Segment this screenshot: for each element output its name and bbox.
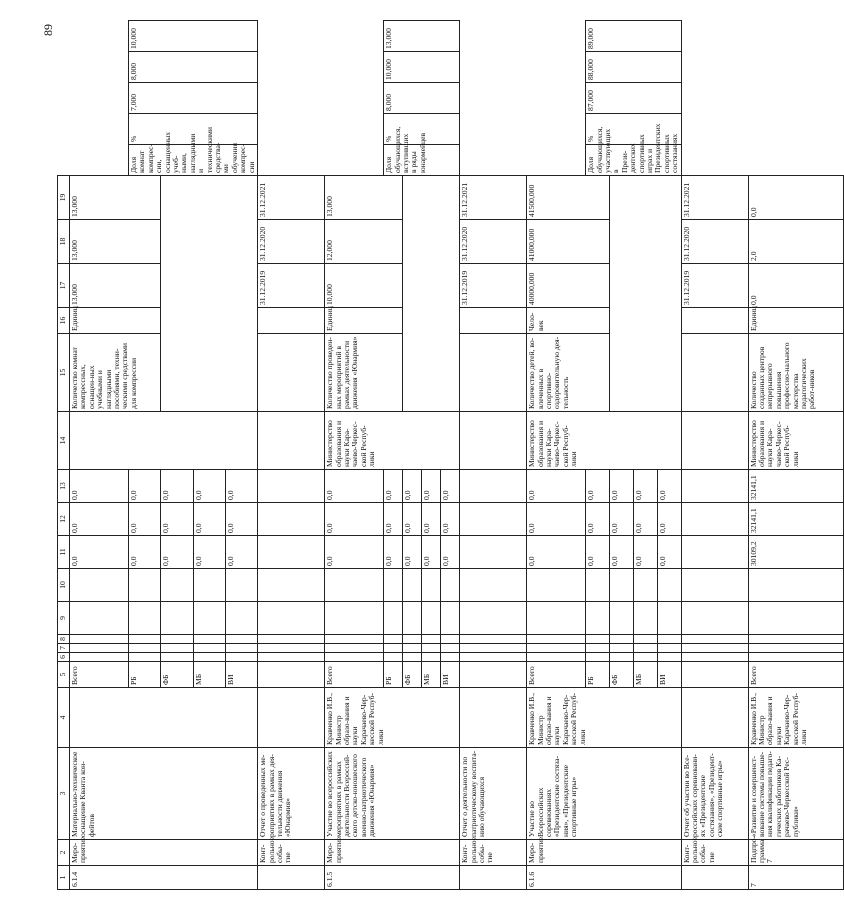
value-col-11: 30109,2 [748,536,843,569]
value-col-13: 0,0 [129,470,161,503]
value-col-12: 0,0 [193,503,225,536]
indicator-name: Количество проведен-ных мероприятий в рамках деятельности движения «Юнармия» [325,334,403,412]
empty-cell [129,635,161,644]
funding-source: Всего [325,662,384,688]
value-col-13: 0,0 [441,470,460,503]
empty-cell [441,602,460,635]
row-number [460,866,527,890]
row-number: 6.1.6 [527,866,681,890]
indicator-2020: 10,000 [384,52,460,83]
value-col-11: 0,0 [422,536,441,569]
empty-cell [70,644,129,653]
indicator-2021: 0,0 [748,176,843,220]
value-col-12: 0,0 [325,503,384,536]
empty-cell [225,653,257,662]
indicator-unit: Чело-век [527,308,610,334]
empty-cell [161,635,193,644]
empty-cell [460,412,527,470]
empty-cell [161,602,193,635]
empty-cell [657,644,681,653]
executor: Министерство образования и науки Кара-чаево-Черкес-ской Респуб-лики [748,412,843,470]
table-row [258,21,325,890]
date-2020: 31.12.2020 [681,220,748,264]
value-col-13: 0,0 [325,470,384,503]
empty-cell [193,644,225,653]
responsible-person: Кравченко И.В., Министр образо-вания и науки Карачаево-Чер-кесской Респуб-лики [527,688,681,748]
empty-cell [633,644,657,653]
value-col-12: 0,0 [384,503,403,536]
row-number: 7 [748,866,843,890]
table-row [527,21,586,890]
empty-cell [441,653,460,662]
date-2021: 31.12.2021 [681,176,748,220]
value-col-11: 0,0 [657,536,681,569]
empty-cell [748,644,843,653]
funding-source: МБ [422,662,441,688]
column-number: 14 [58,412,70,470]
funding-source: ФБ [609,662,633,688]
empty-cell [460,308,527,334]
value-col-11: 0,0 [70,536,129,569]
empty-cell [403,653,422,662]
empty-cell [193,653,225,662]
indicator-2021: 10,000 [129,21,258,52]
row-name: Отчет об участии во Все-российских соревновани-ях «Президентские состязания», «Президент-ские спортивные игры» [681,748,748,840]
empty-cell [748,569,843,602]
column-number: 12 [58,503,70,536]
empty-cell [403,635,422,644]
empty-cell [681,536,748,569]
value-col-12: 0,0 [129,503,161,536]
empty-cell [633,602,657,635]
row-number [258,866,325,890]
empty-cell [70,653,129,662]
value-col-13: 0,0 [657,470,681,503]
column-number: 1 [58,866,70,890]
indicator-2021: 13,000 [325,176,403,220]
empty-cell [633,653,657,662]
value-col-13: 0,0 [70,470,129,503]
value-col-12: 0,0 [225,503,257,536]
empty-cell [527,653,586,662]
row-name: Участие во Всероссийских соревнованиях «Президентские состяза-ния», «Президентские спортивные игры» [527,748,681,840]
empty-cell [460,644,527,653]
empty-cell [258,644,325,653]
empty-cell [325,635,384,644]
empty-cell [422,635,441,644]
column-number: 16 [58,308,70,334]
empty-cell [129,644,161,653]
value-col-11: 0,0 [403,536,422,569]
value-col-13: 0,0 [384,470,403,503]
column-number: 10 [58,569,70,602]
empty-cell [681,412,748,470]
indicator-2021: 13,000 [70,176,161,220]
value-col-11: 0,0 [384,536,403,569]
value-col-13: 0,0 [161,470,193,503]
empty-cell [681,470,748,503]
value-col-11: 0,0 [609,536,633,569]
empty-cell [633,635,657,644]
empty-cell [527,569,586,602]
empty-cell [70,602,129,635]
empty-cell [681,644,748,653]
indicator-2021: 41500,000 [527,176,610,220]
indicator-2019: 8,000 [384,83,460,114]
empty-cell [422,644,441,653]
empty-cell [384,644,403,653]
empty-cell [422,569,441,602]
empty-cell [681,503,748,536]
executor [70,412,258,470]
column-number: 11 [58,536,70,569]
value-col-12: 0,0 [403,503,422,536]
empty-cell [129,653,161,662]
empty-cell [258,470,325,503]
column-number: 15 [58,334,70,412]
row-type: Меро-приятие [527,840,681,866]
date-2021: 31.12.2021 [258,176,325,220]
empty-cell [403,644,422,653]
funding-source: ФБ [161,662,193,688]
empty-cell [586,602,610,635]
date-2021: 31.12.2021 [460,176,527,220]
row-type: Меро-приятие [70,840,258,866]
funding-source: РБ [129,662,161,688]
empty-cell [258,688,325,748]
empty-cell [193,569,225,602]
responsible-person [70,688,258,748]
indicator-name: Количество созданных центров непрерывного повышения профессио-нального мастерства педагогических работ-ников [748,334,843,412]
date-2020: 31.12.2020 [258,220,325,264]
value-col-13: 0,0 [527,470,586,503]
value-col-12: 0,0 [633,503,657,536]
empty-cell [460,334,527,412]
value-col-11: 0,0 [129,536,161,569]
empty-cell [403,569,422,602]
column-number: 3 [58,748,70,840]
empty-cell [193,635,225,644]
date-2019: 31.12.2019 [460,264,527,308]
value-col-11: 0,0 [225,536,257,569]
row-number: 6.1.4 [70,866,258,890]
indicator-2020: 88,000 [586,52,681,83]
empty-cell [609,569,633,602]
indicator-2020: 41000,000 [527,220,610,264]
empty-cell [460,536,527,569]
responsible-person: Кравченко И.В., Министр образо-вания и науки Карачаево-Чер-кесской Респуб-лики [325,688,460,748]
funding-source: МБ [633,662,657,688]
table-row [70,21,129,890]
responsible-person: Кравченко И.В., Министр образо-вания и науки Карачаево-Чер-кесской Респуб-лики [748,688,843,748]
value-col-13: 0,0 [403,470,422,503]
empty-cell [609,602,633,635]
row-name: «Развитие и совершенст-вование системы повыше-ния квалификации педаго-гических работников Ка-рачаево-Черкесской Рес-публики» [748,748,843,840]
column-number: 8 [58,635,70,644]
indicator-unit: % [384,114,460,145]
empty-cell [325,644,384,653]
empty-cell [460,602,527,635]
funding-source: ФБ [403,662,422,688]
empty-cell [460,503,527,536]
empty-cell [384,635,403,644]
empty-cell [748,653,843,662]
empty-cell [586,635,610,644]
rotated-table-sheet [41,20,817,890]
empty-cell [586,653,610,662]
empty-cell [527,635,586,644]
value-col-11: 0,0 [441,536,460,569]
column-number: 9 [58,602,70,635]
column-number: 13 [58,470,70,503]
table-row [748,21,843,890]
empty-cell [225,602,257,635]
empty-cell [460,653,527,662]
indicator-unit: Единиц [70,308,161,334]
empty-cell [258,503,325,536]
value-col-13: 0,0 [225,470,257,503]
empty-cell [657,635,681,644]
empty-cell [258,569,325,602]
indicator-2019: 40000,000 [527,264,610,308]
executor: Министерство образования и науки Кара-чаево-Черкес-ской Респуб-лики [527,412,681,470]
empty-cell [70,569,129,602]
empty-cell [70,635,129,644]
empty-cell [258,536,325,569]
empty-cell [258,635,325,644]
indicator-2021: 13,000 [384,21,460,52]
column-number: 17 [58,264,70,308]
funding-source: ВИ [225,662,257,688]
value-col-12: 0,0 [70,503,129,536]
empty-cell [422,602,441,635]
empty-cell [161,644,193,653]
date-2019: 31.12.2019 [258,264,325,308]
indicator-2020: 13,000 [70,220,161,264]
empty-cell [681,569,748,602]
funding-source: МБ [193,662,225,688]
empty-cell [258,334,325,412]
indicator-2020: 12,000 [325,220,403,264]
date-2020: 31.12.2020 [460,220,527,264]
empty-cell [384,602,403,635]
table-row [681,21,748,890]
empty-cell [681,308,748,334]
value-col-12: 0,0 [422,503,441,536]
executor: Министерство образования и науки Кара-чаево-Черкес-ской Респуб-лики [325,412,460,470]
indicator-name: Доля обучающихся, участвующих в Прези-дентских спортивных играх и Президентских спортивных состязаниях [586,145,681,176]
funding-source: Всего [527,662,586,688]
empty-cell [225,635,257,644]
value-col-12: 0,0 [586,503,610,536]
column-number: 2 [58,840,70,866]
empty-cell [441,635,460,644]
empty-cell [258,308,325,334]
row-name: Отчет о деятельности по патриотическому воспита-нию обучающихся [460,748,527,840]
funding-source: РБ [384,662,403,688]
column-number-row [58,21,70,890]
indicator-2019: 13,000 [70,264,161,308]
row-name: Участие во всероссийских мероприятиях в рамках деятельности Всероссий-ского детско-юношеского военно-патриотического движения «Юнармия» [325,748,460,840]
empty-cell [460,688,527,748]
empty-cell [384,569,403,602]
value-col-12: 0,0 [441,503,460,536]
empty-cell [681,334,748,412]
value-col-11: 0,0 [193,536,225,569]
value-col-11: 0,0 [586,536,610,569]
empty-cell [325,602,384,635]
row-type: Меро-приятие [325,840,460,866]
empty-cell [460,635,527,644]
empty-cell [422,653,441,662]
empty-cell [384,653,403,662]
row-type: Конт-рольное собы-тие [681,840,748,866]
empty-cell [258,602,325,635]
funding-source: Всего [748,662,843,688]
value-col-13: 0,0 [422,470,441,503]
row-number: 6.1.5 [325,866,460,890]
value-col-13: 32141,1 [748,470,843,503]
column-number: 18 [58,220,70,264]
indicator-name: Доля обучающихся, вступивших в ряды юнармейцев [384,145,460,176]
empty-cell [748,602,843,635]
empty-cell [609,635,633,644]
empty-cell [633,569,657,602]
column-number: 4 [58,688,70,748]
empty-cell [657,653,681,662]
empty-cell [441,569,460,602]
value-col-11: 0,0 [161,536,193,569]
empty-cell [586,644,610,653]
table-row [460,21,527,890]
empty-cell [460,569,527,602]
indicator-2021: 89,000 [586,21,681,52]
empty-cell [161,569,193,602]
row-type: Конт-рольное собы-тие [258,840,325,866]
indicator-2019: 87,000 [586,83,681,114]
row-type: Конт-рольное собы-тие [460,840,527,866]
value-col-13: 0,0 [609,470,633,503]
column-number: 6 [58,653,70,662]
empty-cell [258,653,325,662]
column-number: 19 [58,176,70,220]
date-2019: 31.12.2019 [681,264,748,308]
value-col-12: 32141,1 [748,503,843,536]
empty-cell [609,653,633,662]
value-col-11: 0,0 [527,536,586,569]
empty-cell [609,644,633,653]
column-number: 5 [58,662,70,688]
value-col-13: 0,0 [586,470,610,503]
row-name: Материально-техническое оснащение Кванта кон-фейтов [70,748,258,840]
empty-cell [460,470,527,503]
empty-cell [527,644,586,653]
table-row [325,21,384,890]
indicator-name: Доля комнат компрес-сии, оснащенных учеб-ными, наглядными и техническими средства-ми обучения компрес-сии [129,145,258,176]
empty-cell [681,662,748,688]
empty-cell [225,569,257,602]
empty-cell [129,569,161,602]
indicator-2020: 2,0 [748,220,843,264]
empty-cell [681,653,748,662]
empty-cell [681,602,748,635]
empty-cell [193,602,225,635]
empty-cell [441,644,460,653]
row-name: Отчет о проведенных ме-роприятиях в рамках дея-тельности движения «Юнармия» [258,748,325,840]
empty-cell [460,662,527,688]
empty-cell [325,569,384,602]
value-col-12: 0,0 [609,503,633,536]
indicator-name: Количество комнат компрессных, оснащен-ных учебными и наглядными пособиями, техни-ческими средствами для компрессии [70,334,161,412]
funding-source: ВИ [657,662,681,688]
value-col-13: 0,0 [633,470,657,503]
empty-cell [527,602,586,635]
empty-cell [325,653,384,662]
indicator-name: Количество детей, во-влеченных в спортивно-оздоровительную дея-тельность [527,334,610,412]
indicator-2020: 8,000 [129,52,258,83]
indicator-unit: % [129,114,258,145]
indicator-unit: % [586,114,681,145]
value-col-12: 0,0 [527,503,586,536]
column-number: 7 [58,644,70,653]
page-number: 89 [41,24,55,36]
funding-source: ВИ [441,662,460,688]
empty-cell [258,662,325,688]
funding-source: РБ [586,662,610,688]
empty-cell [225,644,257,653]
indicator-2019: 0,0 [748,264,843,308]
empty-cell [681,635,748,644]
value-col-11: 0,0 [633,536,657,569]
program-table [57,20,844,890]
row-type: Подпро-грамма 7 [748,840,843,866]
empty-cell [586,569,610,602]
row-number [681,866,748,890]
empty-cell [657,602,681,635]
empty-cell [657,569,681,602]
value-col-11: 0,0 [325,536,384,569]
indicator-2019: 7,000 [129,83,258,114]
empty-cell [129,602,161,635]
empty-cell [403,602,422,635]
empty-cell [258,412,325,470]
value-col-13: 0,0 [193,470,225,503]
value-col-12: 0,0 [657,503,681,536]
empty-cell [681,688,748,748]
funding-source: Всего [70,662,129,688]
value-col-12: 0,0 [161,503,193,536]
indicator-2019: 10,000 [325,264,403,308]
indicator-unit: Единиц [748,308,843,334]
empty-cell [748,635,843,644]
empty-cell [161,653,193,662]
indicator-unit: Единиц [325,308,403,334]
